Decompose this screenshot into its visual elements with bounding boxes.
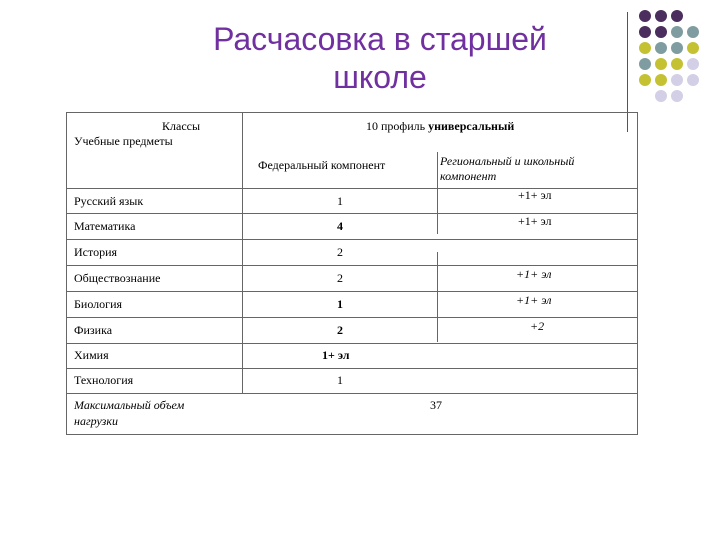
decor-dot [639, 74, 651, 86]
decor-dot [655, 74, 667, 86]
table-divider [437, 252, 438, 342]
row-federal: 4 [337, 219, 343, 233]
row-subject: Физика [74, 323, 113, 337]
header-profile-name: универсальный [428, 119, 515, 133]
total-label-line1: Максимальный объем [74, 398, 185, 412]
row-subject: История [74, 245, 118, 259]
row-federal: 2 [337, 323, 343, 337]
header-subjects: Учебные предметы [74, 134, 173, 148]
row-subject: Русский язык [74, 194, 144, 208]
decor-dot [655, 10, 667, 22]
header-federal: Федеральный компонент [258, 158, 386, 172]
row-federal: 1+ эл [322, 348, 350, 362]
table-border-bottom [66, 434, 638, 435]
decor-dot [687, 42, 699, 54]
table-rule [66, 188, 638, 189]
table-border-top [66, 112, 638, 113]
decor-dot [655, 42, 667, 54]
table-rule [66, 239, 638, 240]
table-rule [66, 265, 638, 266]
table-divider [242, 112, 243, 394]
decor-dot [655, 26, 667, 38]
table-rule [66, 343, 638, 344]
table-border-right [637, 112, 638, 434]
decor-dot [639, 10, 651, 22]
row-regional: +1+ эл [518, 214, 552, 228]
table-rule [66, 213, 638, 214]
total-label-line2: нагрузки [74, 414, 118, 428]
table-border-left [66, 112, 67, 434]
header-profile [366, 119, 514, 133]
row-subject: Технология [74, 373, 134, 387]
table-rule [66, 317, 638, 318]
hours-table [66, 112, 638, 434]
table-rule [66, 291, 638, 292]
row-subject: Химия [74, 348, 109, 362]
decor-dot [687, 26, 699, 38]
row-regional: +1+ эл [518, 188, 552, 202]
decor-dot [687, 58, 699, 70]
row-regional: +1+ эл [516, 267, 552, 281]
decor-dot [639, 26, 651, 38]
row-regional: +1+ эл [516, 293, 552, 307]
header-classes: Классы [162, 119, 201, 133]
header-regional-line1: Региональный и школьный [440, 154, 575, 168]
decor-dot [671, 74, 683, 86]
row-subject: Обществознание [74, 271, 161, 285]
slide-title [150, 20, 610, 96]
row-federal: 2 [337, 271, 343, 285]
row-subject: Математика [74, 219, 136, 233]
decor-dots [639, 10, 720, 120]
table-rule [66, 393, 638, 394]
decor-dot [639, 42, 651, 54]
table-divider [437, 152, 438, 234]
decor-dot [671, 90, 683, 102]
decor-dot [671, 10, 683, 22]
decor-dot [671, 42, 683, 54]
header-profile-prefix: 10 профиль [366, 119, 429, 133]
row-federal: 1 [337, 373, 343, 387]
row-federal: 1 [337, 194, 343, 208]
row-federal: 1 [337, 297, 343, 311]
decor-dot [655, 90, 667, 102]
title-line-2: школе [333, 59, 427, 95]
row-subject: Биология [74, 297, 123, 311]
decor-dot [655, 58, 667, 70]
decor-dot [687, 74, 699, 86]
title-line-1: Расчасовка в старшей [213, 21, 547, 57]
table-rule [66, 368, 638, 369]
total-value: 37 [430, 398, 442, 412]
decor-dot [639, 58, 651, 70]
decor-dot [671, 26, 683, 38]
decor-dot [671, 58, 683, 70]
header-regional-line2: компонент [440, 169, 497, 183]
row-federal: 2 [337, 245, 343, 259]
row-regional: +2 [530, 319, 545, 333]
